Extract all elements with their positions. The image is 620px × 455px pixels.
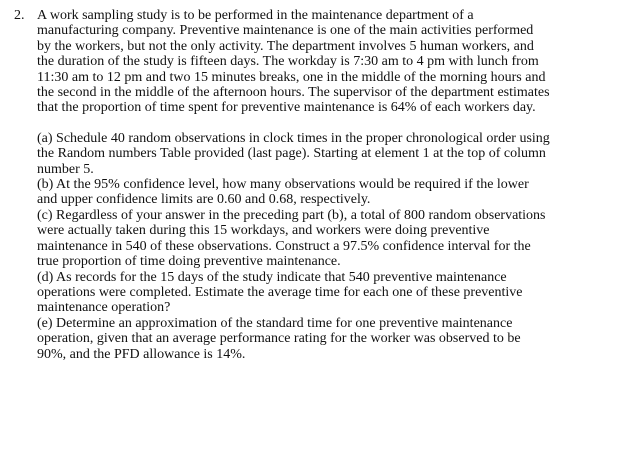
part-e: (e) Determine an approximation of the standard time for one preventive maintenance operation, given that an average performance rating for the worker was observed to be 90%, and the PFD allowance is 14%. xyxy=(37,315,521,362)
part-c: (c) Regardless of your answer in the preceding part (b), a total of 800 random observations were actually taken during this 15 workdays, and workers were doing preventive maintenance in 540 of these observations. Construct a 97.5% confidence interval for the true proportion of time doing preventive maintenance. xyxy=(37,207,546,270)
part-d: (d) As records for the 15 days of the study indicate that 540 preventive maintenance operations were completed. Estimate the average time for each one of these preventive maintenance operation? xyxy=(37,269,523,316)
part-a: (a) Schedule 40 random observations in clock times in the proper chronological order using the Random numbers Table provided (last page). Starting at element 1 at the top of column number 5. xyxy=(37,130,550,177)
question-2 xyxy=(0,8,620,362)
question-number: 2. xyxy=(14,8,25,23)
question-intro: A work sampling study is to be performed in the maintenance department of a manufacturing company. Preventive maintenance is one of the main activities performed by the workers, but not the only activity. The department involves 5 human workers, and the duration of the study is fifteen days. The workday is 7:30 am to 4 pm with lunch from 11:30 am to 12 pm and two 15 minutes breaks, one in the middle of the morning hours and the second in the middle of the afternoon hours. The supervisor of the department estimates that the proportion of time spent for preventive maintenance is 64% of each workers day. xyxy=(37,8,550,116)
part-b: (b) At the 95% confidence level, how many observations would be required if the lower and upper confidence limits are 0.60 and 0.68, respectively. xyxy=(37,177,529,208)
document-page xyxy=(0,8,620,362)
